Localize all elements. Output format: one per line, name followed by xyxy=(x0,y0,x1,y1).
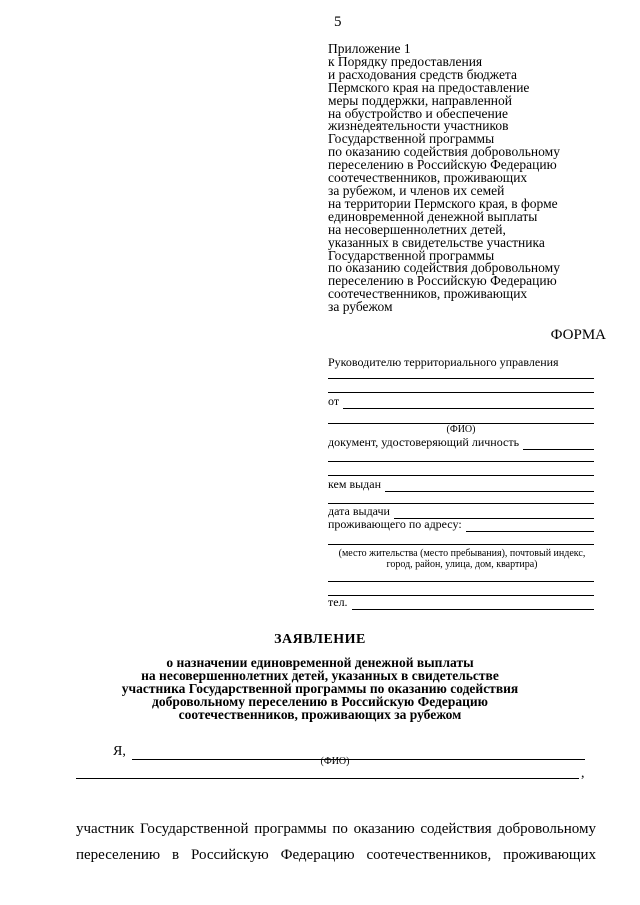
phone-label: тел. xyxy=(328,595,348,609)
issued-by-row xyxy=(328,478,594,492)
address-caption-2: город, район, улица, дом, квартира) xyxy=(386,559,538,570)
address-caption-1: (место жительства (место пребывания), почтовый индекс, xyxy=(338,548,586,559)
appendix-line: единовременной денежной выплаты xyxy=(328,208,538,224)
comma: , xyxy=(581,766,585,781)
from-field[interactable] xyxy=(343,398,594,409)
page-number: 5 xyxy=(334,14,342,30)
from-label: от xyxy=(328,394,340,408)
document-field-3[interactable] xyxy=(328,475,594,476)
appendix-line: на обустройство и обеспечение xyxy=(328,105,508,121)
residing-label: проживающего по адресу: xyxy=(328,517,462,531)
subtitle-line: о назначении единовременной денежной выплаты xyxy=(166,655,474,670)
appendix-header xyxy=(328,43,628,314)
fio-caption: (ФИО) xyxy=(446,424,476,435)
recipient-label: Руководителю территориального управления xyxy=(328,355,559,369)
body-line-2: переселению в Российскую Федерацию соотечественников, проживающих xyxy=(76,847,596,863)
issued-by-field[interactable] xyxy=(385,481,594,492)
i-label: Я, xyxy=(113,744,126,759)
appendix-line: на несовершеннолетних детей, xyxy=(328,221,506,237)
appendix-line: на территории Пермского края, в форме xyxy=(328,195,558,211)
appendix-line: Пермского края на предоставление xyxy=(328,79,530,95)
appendix-line: соотечественников, проживающих xyxy=(328,170,528,186)
applicant-fio-caption: (ФИО) xyxy=(320,756,350,767)
appendix-line: по оказанию содействия добровольному xyxy=(328,260,560,276)
issue-date-label: дата выдачи xyxy=(328,504,390,518)
appendix-line: соотечественников, проживающих xyxy=(328,286,528,302)
document-field-2[interactable] xyxy=(328,461,594,462)
recipient-field-2[interactable] xyxy=(328,392,594,393)
subtitle-line: соотечественников, проживающих за рубежом xyxy=(178,707,462,722)
recipient-field[interactable] xyxy=(328,378,594,379)
appendix-line: за рубежом, и членов их семей xyxy=(328,182,505,198)
appendix-line: Государственной программы xyxy=(328,131,495,147)
document-field[interactable] xyxy=(523,439,594,450)
appendix-line: меры поддержки, направленной xyxy=(328,92,513,108)
residing-row xyxy=(328,518,594,532)
appendix-line: к Порядку предоставления xyxy=(328,53,483,69)
issued-by-label: кем выдан xyxy=(328,477,382,491)
form-label: ФОРМА xyxy=(550,327,606,343)
appendix-line: указанных в свидетельстве участника xyxy=(328,234,545,250)
appendix-line: переселению в Российскую Федерацию xyxy=(328,157,557,173)
phone-field[interactable] xyxy=(352,599,594,610)
appendix-line: Приложение 1 xyxy=(328,41,411,56)
address-field[interactable] xyxy=(328,544,594,545)
appendix-line: по оказанию содействия добровольному xyxy=(328,144,560,160)
statement-subtitle xyxy=(80,656,560,721)
appendix-line: жизнедеятельности участников xyxy=(328,118,509,134)
appendix-line: Государственной программы xyxy=(328,247,495,263)
phone-row xyxy=(328,596,594,610)
subtitle-line: на несовершеннолетних детей, указанных в свидетельстве xyxy=(141,668,499,683)
appendix-line: и расходования средств бюджета xyxy=(328,66,517,82)
statement-title: ЗАЯВЛЕНИЕ xyxy=(274,632,366,647)
subtitle-line: участника Государственной программы по оказанию содействия xyxy=(121,681,519,696)
appendix-line: за рубежом xyxy=(328,299,393,315)
appendix-line: переселению в Российскую Федерацию xyxy=(328,273,557,289)
applicant-field-2[interactable] xyxy=(76,778,579,779)
document-label: документ, удостоверяющий личность xyxy=(328,435,520,449)
residing-field[interactable] xyxy=(466,521,594,532)
from-row xyxy=(328,395,594,409)
body-line-1: участник Государственной программы по оказанию содействия добровольному xyxy=(76,821,596,837)
document-row xyxy=(328,436,594,450)
address-field-2[interactable] xyxy=(328,581,594,582)
subtitle-line: добровольному переселению в Российскую Федерацию xyxy=(152,694,488,709)
